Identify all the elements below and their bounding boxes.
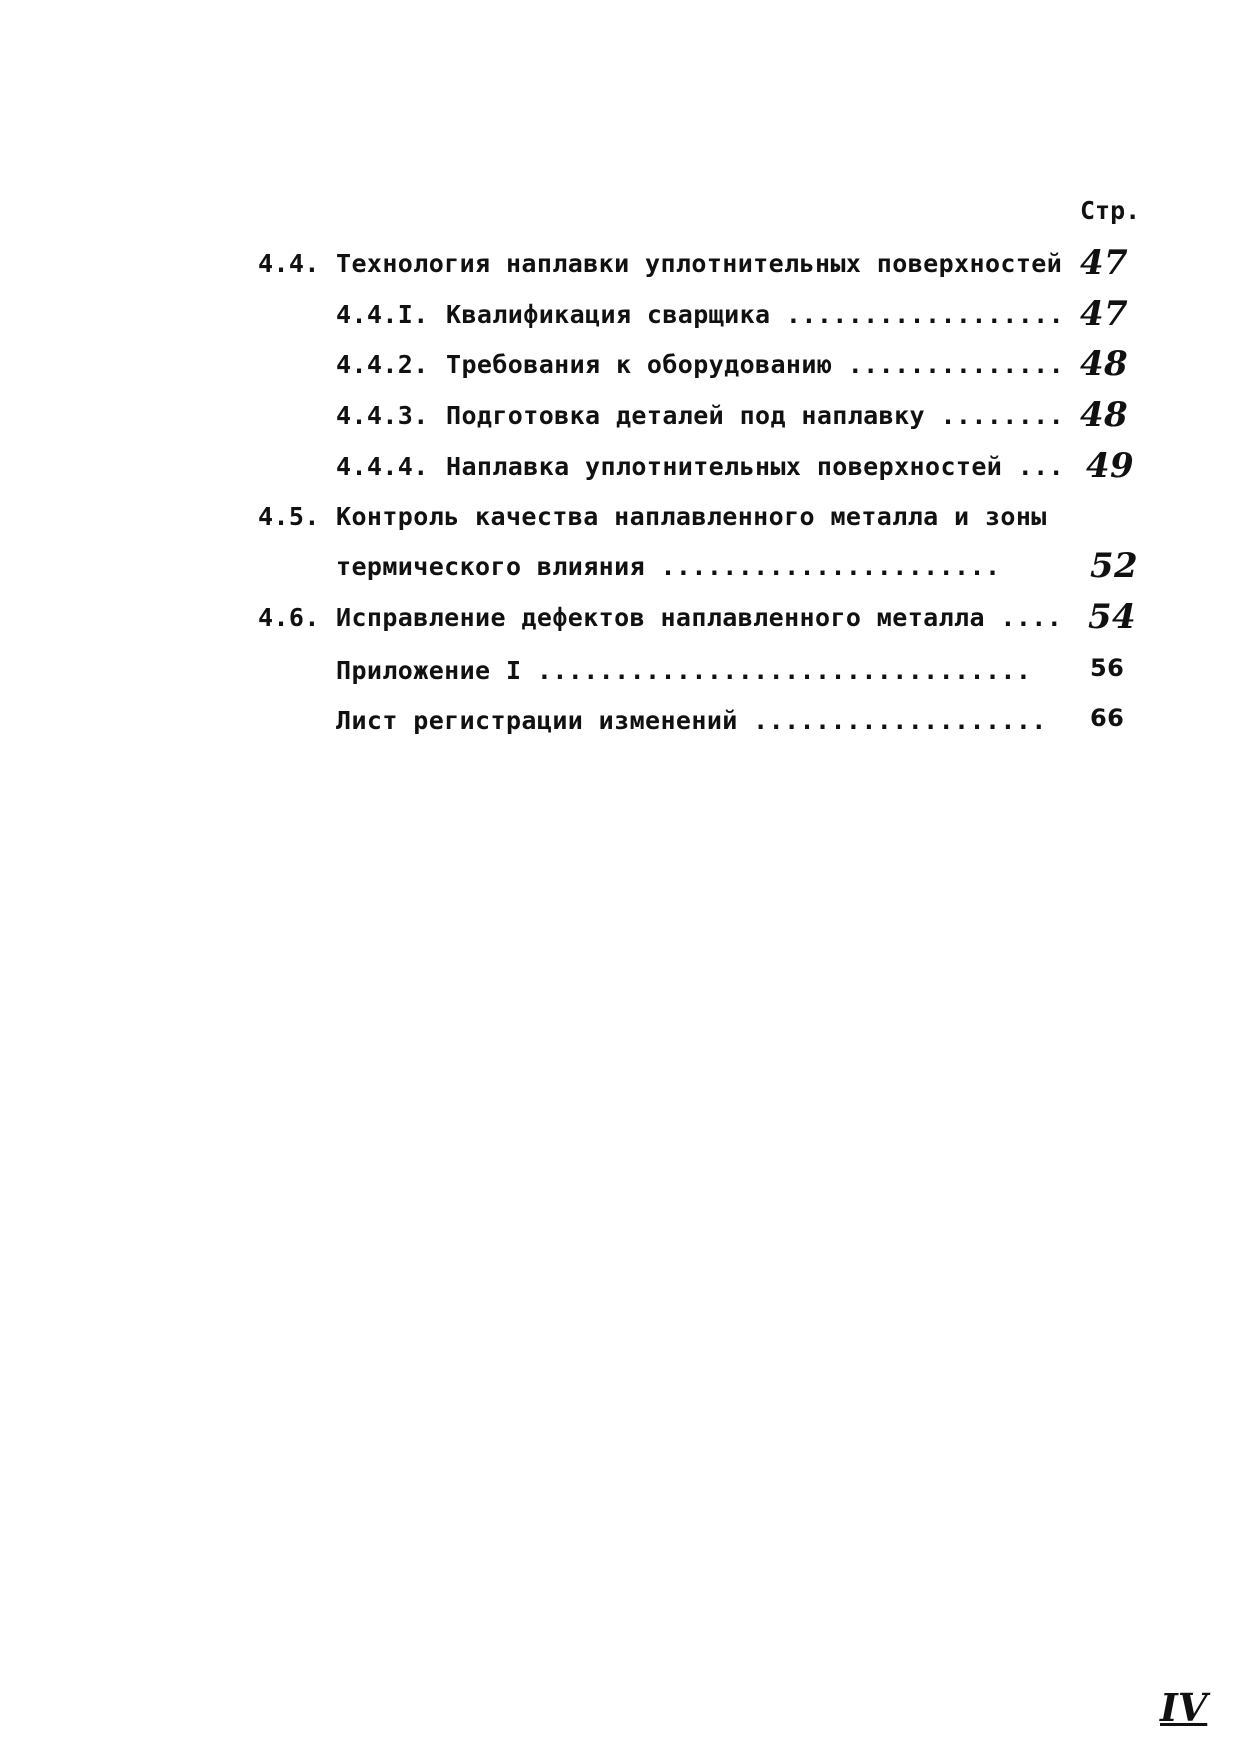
toc-entry-4-6: [0, 597, 1241, 643]
toc-entry-title: Наплавка уплотнительных поверхностей ...: [446, 452, 1065, 481]
toc-entry-title: Требования к оборудованию ..............: [446, 350, 1065, 379]
toc-entry-page: 54: [1088, 597, 1137, 637]
page-folio: IV: [1160, 1685, 1208, 1730]
toc-entry-title: Подготовка деталей под наплавку ........: [446, 401, 1065, 430]
toc-entry-page: 47: [1080, 243, 1129, 283]
toc-entry-number: 4.4.: [258, 249, 320, 278]
toc-entry-page: 48: [1080, 344, 1129, 384]
toc-entry-number: 4.4.4.: [336, 452, 429, 481]
toc-entry-page: 52: [1090, 546, 1139, 586]
toc-entry-title: Технология наплавки уплотнительных поверхностей: [336, 249, 1063, 278]
toc-entry-page: 48: [1080, 395, 1129, 435]
toc-entry-number: 4.4.2.: [336, 350, 429, 379]
page-column-label: Стр.: [1080, 196, 1141, 225]
toc-entry-page: 56: [1090, 654, 1125, 682]
toc-entry-page: 47: [1080, 294, 1129, 334]
toc-entry-title: термического влияния ......................: [336, 552, 1001, 581]
toc-entry-title: Квалификация сварщика ..................: [446, 300, 1065, 329]
toc-entry-4-4-2: [0, 344, 1241, 390]
toc-entry-title: Лист регистрации изменений ...................: [336, 706, 1047, 735]
toc-entry-number: 4.6.: [258, 603, 320, 632]
toc-entry-number: 4.5.: [258, 502, 320, 531]
toc-entry-number: 4.4.3.: [336, 401, 429, 430]
toc-entry-4-4: [0, 243, 1241, 289]
toc-entry-4-5: [0, 502, 1241, 542]
toc-entry-change-log: [0, 706, 1241, 746]
toc-entry-title: Контроль качества наплавленного металла и зоны: [336, 502, 1047, 531]
toc-entry-4-4-3: [0, 395, 1241, 441]
toc-entry-title: Исправление дефектов наплавленного металла ....: [336, 603, 1063, 632]
toc-entry-4-4-4: [0, 446, 1241, 492]
toc-entry-4-5-continued: [0, 546, 1241, 592]
toc-entry-title: Приложение I ................................: [336, 656, 1032, 685]
toc-entry-page: 49: [1086, 446, 1135, 486]
toc-entry-4-4-1: [0, 294, 1241, 340]
toc-entry-page: 66: [1090, 704, 1125, 732]
toc-entry-number: 4.4.I.: [336, 300, 429, 329]
toc-entry-appendix-1: [0, 656, 1241, 696]
